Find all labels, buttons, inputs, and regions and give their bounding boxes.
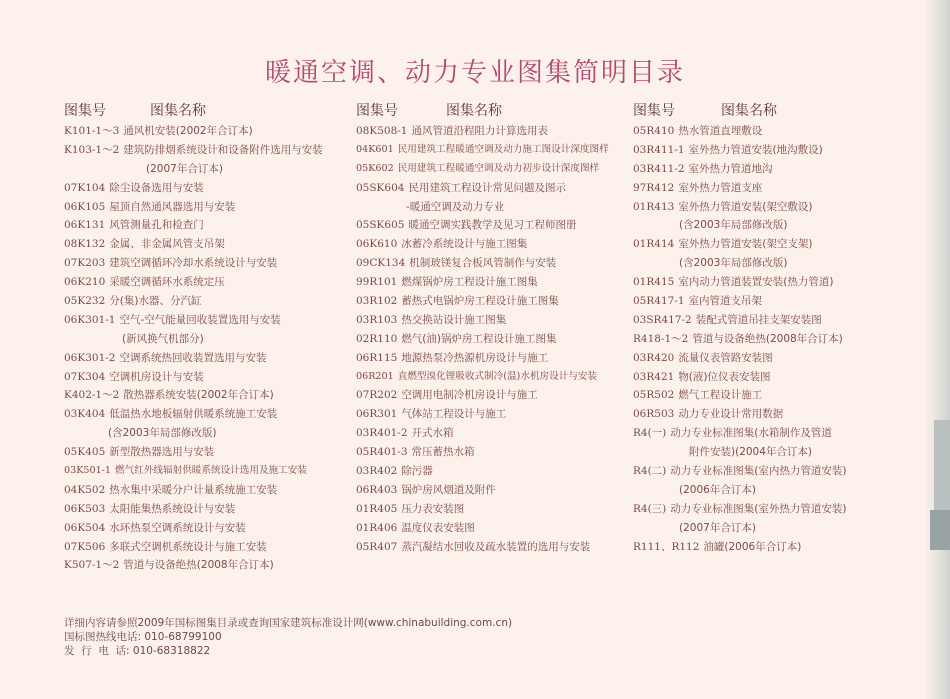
atlas-name: 室外热力管道安装(架空支架) bbox=[678, 238, 813, 251]
catalog-entry-continuation bbox=[64, 160, 364, 179]
atlas-code: 06K301-2 bbox=[64, 351, 116, 364]
catalog-entry bbox=[633, 462, 933, 481]
atlas-code: 03K501-1 bbox=[64, 465, 112, 477]
catalog-entry bbox=[356, 160, 636, 179]
catalog-entry bbox=[633, 500, 933, 519]
atlas-name: 热交换站设计施工图集 bbox=[401, 313, 507, 326]
atlas-code: 05R502 bbox=[633, 389, 675, 402]
atlas-name: (2007年合订本) bbox=[146, 162, 223, 175]
reference-note: 详细内容请参照2009年国标图集目录或查询国家建筑标准设计网(www.chinabuilding.com.cn) bbox=[64, 617, 513, 629]
atlas-code: 07K506 bbox=[64, 540, 106, 553]
atlas-name: 暖通空调实践教学及见习工程师图册 bbox=[408, 219, 577, 232]
column-header bbox=[64, 100, 364, 122]
atlas-code: 06R201 bbox=[356, 370, 394, 382]
atlas-name: 室内动力管道装置安装(热力管道) bbox=[678, 276, 834, 289]
atlas-name: 常压蓄热水箱 bbox=[411, 446, 475, 459]
atlas-name: 屋顶自然通风器选用与安装 bbox=[109, 200, 236, 213]
catalog-entry bbox=[64, 443, 364, 462]
column-header bbox=[356, 100, 636, 122]
catalog-entry-continuation bbox=[64, 330, 364, 349]
atlas-code: 03R402 bbox=[356, 465, 398, 478]
catalog-entry bbox=[64, 254, 364, 273]
catalog-entry bbox=[633, 292, 933, 311]
atlas-code: R111、R112 bbox=[633, 540, 700, 553]
catalog-entry bbox=[356, 424, 636, 443]
atlas-name: (含2003年局部修改版) bbox=[108, 427, 217, 440]
atlas-name: 热水管道直埋敷设 bbox=[678, 125, 763, 137]
atlas-name: 装配式管道吊挂支架安装图 bbox=[695, 313, 822, 326]
atlas-code: 05K232 bbox=[64, 295, 106, 308]
catalog-entry bbox=[633, 273, 933, 292]
catalog-entry bbox=[633, 141, 933, 160]
atlas-name: 室内管道支吊架 bbox=[688, 295, 763, 308]
catalog-entry bbox=[356, 538, 636, 557]
atlas-name: 热水集中采暖分户计量系统施工安装 bbox=[109, 483, 278, 496]
catalog-entry bbox=[356, 405, 636, 424]
atlas-name: 温度仪表安装图 bbox=[401, 521, 475, 534]
page-title: 暖通空调、动力专业图集简明目录 bbox=[264, 58, 685, 88]
atlas-name: 民用建筑工程暖通空调及动力初步设计深度图样 bbox=[397, 162, 600, 174]
atlas-code: 03R411-2 bbox=[633, 162, 685, 175]
catalog-entry-continuation bbox=[633, 481, 933, 500]
atlas-code: 05R410 bbox=[633, 125, 675, 137]
atlas-code: 06K504 bbox=[64, 521, 106, 534]
catalog-entry bbox=[356, 311, 636, 330]
catalog-entry bbox=[356, 254, 636, 273]
atlas-name: 空气-空气能量回收装置选用与安装 bbox=[119, 313, 281, 326]
atlas-code: 05K405 bbox=[64, 446, 106, 459]
atlas-name: 室外热力管道安装(地沟敷设) bbox=[688, 143, 823, 156]
atlas-code: K101-1～3 bbox=[64, 125, 120, 137]
atlas-name: (2007年合订本) bbox=[679, 521, 756, 534]
atlas-name: 开式水箱 bbox=[411, 427, 454, 440]
atlas-code: 03R102 bbox=[356, 295, 398, 308]
atlas-name: 建筑防排烟系统设计和设备附件选用与安装 bbox=[123, 143, 323, 156]
atlas-code: R4(二) bbox=[633, 465, 667, 478]
atlas-code: R418-1～2 bbox=[633, 332, 689, 345]
catalog-entry bbox=[356, 519, 636, 538]
atlas-name: 地源热泵冷热源机房设计与施工 bbox=[401, 351, 549, 364]
atlas-name: (新风换气机部分) bbox=[122, 332, 204, 345]
atlas-code: 07K104 bbox=[64, 181, 106, 194]
atlas-code: 04K502 bbox=[64, 483, 106, 496]
atlas-name: 压力表安装图 bbox=[401, 502, 465, 515]
atlas-name: 分(集)水器、分汽缸 bbox=[109, 295, 202, 308]
atlas-code: 05SK604 bbox=[356, 181, 405, 194]
atlas-name: 动力专业标准图集(室外热力管道安装) bbox=[670, 502, 847, 515]
catalog-entry bbox=[633, 160, 933, 179]
catalog-entry-continuation bbox=[64, 424, 364, 443]
atlas-code: 06K301-1 bbox=[64, 313, 116, 326]
atlas-name: 直燃型溴化锂吸收式制冷(温)水机房设计与安装 bbox=[397, 370, 598, 382]
catalog-entry bbox=[356, 235, 636, 254]
atlas-name: 机制玻镁复合板风管制作与安装 bbox=[409, 257, 557, 270]
catalog-entry bbox=[356, 141, 636, 160]
atlas-name: 采暖空调循环水系统定压 bbox=[109, 276, 225, 289]
atlas-name: 空调系统热回收装置选用与安装 bbox=[119, 351, 267, 364]
catalog-entry bbox=[633, 386, 933, 405]
atlas-code: 03R103 bbox=[356, 313, 398, 326]
catalog-entry-continuation bbox=[633, 216, 933, 235]
atlas-name: 建筑空调循环冷却水系统设计与安装 bbox=[109, 257, 278, 270]
atlas-name: 新型散热器选用与安装 bbox=[109, 446, 215, 459]
catalog-entry bbox=[64, 519, 364, 538]
catalog-entry bbox=[356, 481, 636, 500]
atlas-code: 05R407 bbox=[356, 540, 398, 553]
atlas-code: 03R411-1 bbox=[633, 143, 685, 156]
atlas-code: R4(一) bbox=[633, 427, 667, 440]
catalog-entry bbox=[633, 405, 933, 424]
atlas-code: 03SR417-2 bbox=[633, 313, 692, 326]
name-header: 图集名称 bbox=[721, 103, 777, 119]
atlas-name: 室外热力管道地沟 bbox=[688, 162, 773, 175]
atlas-code: 03R401-2 bbox=[356, 427, 408, 440]
atlas-name: 管道与设备绝热(2008年合订本) bbox=[123, 559, 274, 572]
catalog-entry-continuation bbox=[633, 254, 933, 273]
catalog-entry bbox=[356, 273, 636, 292]
atlas-code: 05R401-3 bbox=[356, 446, 408, 459]
atlas-code: 06K610 bbox=[356, 238, 398, 251]
catalog-entry bbox=[633, 198, 933, 217]
catalog-entry bbox=[64, 349, 364, 368]
catalog-entry bbox=[356, 349, 636, 368]
catalog-entry bbox=[64, 311, 364, 330]
atlas-name: 民用建筑工程暖通空调及动力施工图设计深度图样 bbox=[397, 143, 609, 155]
atlas-code: R4(三) bbox=[633, 502, 667, 515]
catalog-entry-continuation bbox=[633, 443, 933, 462]
catalog-entry bbox=[64, 405, 364, 424]
atlas-name: (含2003年局部修改版) bbox=[679, 257, 788, 270]
atlas-name: 低温热水地板辐射供暖系统施工安装 bbox=[109, 408, 278, 421]
atlas-name: 蓄热式电锅炉房工程设计施工图集 bbox=[401, 295, 559, 308]
atlas-name: -暖通空调及动力专业 bbox=[406, 200, 505, 213]
catalog-entry bbox=[633, 538, 933, 557]
atlas-name: 太阳能集热系统设计与安装 bbox=[109, 502, 236, 515]
catalog-entry bbox=[633, 235, 933, 254]
edge-mark bbox=[934, 420, 950, 510]
column-header bbox=[633, 100, 933, 122]
catalog-entry bbox=[64, 292, 364, 311]
atlas-code: 03K404 bbox=[64, 408, 106, 421]
atlas-name: (2006年合订本) bbox=[679, 483, 756, 496]
atlas-code: 06R503 bbox=[633, 408, 675, 421]
atlas-name: (含2003年局部修改版) bbox=[679, 219, 788, 232]
atlas-code: 08K508-1 bbox=[356, 125, 408, 137]
catalog-entry bbox=[633, 330, 933, 349]
atlas-code: 01R413 bbox=[633, 200, 675, 213]
catalog-entry bbox=[64, 368, 364, 387]
atlas-code: K507-1～2 bbox=[64, 559, 120, 572]
atlas-code: K103-1～2 bbox=[64, 143, 120, 156]
atlas-name: 水环热泵空调系统设计与安装 bbox=[109, 521, 246, 534]
atlas-name: 燃气工程设计施工 bbox=[678, 389, 763, 402]
catalog-entry bbox=[64, 538, 364, 557]
catalog-entry bbox=[633, 179, 933, 198]
catalog-entry bbox=[64, 122, 364, 141]
atlas-code: 03R420 bbox=[633, 351, 675, 364]
atlas-name: 室外热力管道安装(架空敷设) bbox=[678, 200, 813, 213]
catalog-entry bbox=[356, 386, 636, 405]
atlas-code: 06K105 bbox=[64, 200, 106, 213]
atlas-code: 08K132 bbox=[64, 238, 106, 251]
atlas-name: 金属、非金属风管支吊架 bbox=[109, 238, 225, 251]
atlas-name: 动力专业标准图集(水箱制作及管道 bbox=[670, 427, 832, 440]
atlas-name: 室外热力管道支座 bbox=[678, 181, 763, 194]
atlas-code: 01R415 bbox=[633, 276, 675, 289]
catalog-column-1 bbox=[64, 100, 364, 575]
catalog-entry bbox=[64, 481, 364, 500]
atlas-code: 04K601 bbox=[356, 143, 394, 155]
atlas-code: 05R417-1 bbox=[633, 295, 685, 308]
catalog-entry bbox=[633, 424, 933, 443]
catalog-entry bbox=[356, 292, 636, 311]
atlas-code: 01R405 bbox=[356, 502, 398, 515]
catalog-entry-continuation bbox=[633, 519, 933, 538]
atlas-code: 07R202 bbox=[356, 389, 398, 402]
atlas-code: 05K602 bbox=[356, 162, 394, 174]
catalog-entry bbox=[356, 462, 636, 481]
catalog-entry bbox=[64, 179, 364, 198]
atlas-code: 07K304 bbox=[64, 370, 106, 383]
name-header: 图集名称 bbox=[446, 103, 502, 119]
catalog-entry bbox=[64, 198, 364, 217]
catalog-entry bbox=[356, 179, 636, 198]
catalog-entry bbox=[64, 556, 364, 575]
atlas-code: 09CK134 bbox=[356, 257, 406, 270]
name-header: 图集名称 bbox=[150, 103, 206, 119]
atlas-code: 99R101 bbox=[356, 276, 398, 289]
atlas-name: 除尘设备选用与安装 bbox=[109, 181, 204, 194]
catalog-entry bbox=[633, 368, 933, 387]
hotline-phone: 国标图热线电话: 010-68799100 bbox=[64, 631, 222, 643]
atlas-code: 03R421 bbox=[633, 370, 675, 383]
page-edge-shadow bbox=[924, 0, 950, 699]
atlas-code: 97R412 bbox=[633, 181, 675, 194]
catalog-entry bbox=[633, 122, 933, 141]
catalog-entry bbox=[64, 462, 364, 481]
edge-mark bbox=[930, 510, 950, 550]
atlas-code: 06R115 bbox=[356, 351, 398, 364]
atlas-code: 05SK605 bbox=[356, 219, 405, 232]
catalog-entry bbox=[633, 349, 933, 368]
code-header: 图集号 bbox=[356, 103, 398, 119]
distribution-phone: 发 行 电 话: 010-68318822 bbox=[64, 645, 211, 657]
code-header: 图集号 bbox=[64, 103, 106, 119]
atlas-name: 民用建筑工程设计常见问题及图示 bbox=[408, 181, 566, 194]
atlas-name: 除污器 bbox=[401, 465, 433, 478]
atlas-name: 燃气(油)锅炉房工程设计施工图集 bbox=[401, 332, 557, 345]
catalog-entry bbox=[356, 500, 636, 519]
atlas-name: 风管测量孔和检查门 bbox=[109, 219, 204, 232]
catalog-entry bbox=[356, 122, 636, 141]
catalog-entry-continuation bbox=[356, 198, 636, 217]
catalog-entry bbox=[356, 216, 636, 235]
atlas-name: 流量仪表管路安装图 bbox=[678, 351, 773, 364]
atlas-name: 动力专业设计常用数据 bbox=[678, 408, 784, 421]
atlas-name: 通风机安装(2002年合订本) bbox=[123, 125, 253, 137]
atlas-code: 02R110 bbox=[356, 332, 398, 345]
atlas-code: 06K210 bbox=[64, 276, 106, 289]
atlas-name: 附件安装)(2004年合订本) bbox=[689, 446, 813, 459]
atlas-name: 动力专业标准图集(室内热力管道安装) bbox=[670, 465, 847, 478]
atlas-name: 蒸汽凝结水回收及疏水装置的选用与安装 bbox=[401, 540, 591, 553]
atlas-code: 07K203 bbox=[64, 257, 106, 270]
atlas-name: 燃煤锅炉房工程设计施工图集 bbox=[401, 276, 538, 289]
atlas-name: 气体站工程设计与施工 bbox=[401, 408, 507, 421]
catalog-entry bbox=[633, 311, 933, 330]
atlas-code: 06K503 bbox=[64, 502, 106, 515]
catalog-entry bbox=[356, 443, 636, 462]
catalog-entry bbox=[356, 368, 636, 387]
code-header: 图集号 bbox=[633, 103, 675, 119]
footer-info bbox=[64, 616, 512, 658]
catalog-entry bbox=[64, 273, 364, 292]
catalog-column-3 bbox=[633, 100, 933, 556]
atlas-name: 空调用电制冷机房设计与施工 bbox=[401, 389, 538, 402]
catalog-column-2 bbox=[356, 100, 636, 556]
atlas-code: K402-1～2 bbox=[64, 389, 120, 402]
catalog-entry bbox=[64, 386, 364, 405]
catalog-entry bbox=[64, 141, 364, 160]
catalog-entry bbox=[64, 500, 364, 519]
atlas-name: 多联式空调机系统设计与施工安装 bbox=[109, 540, 267, 553]
atlas-code: 01R406 bbox=[356, 521, 398, 534]
atlas-name: 物(液)位仪表安装图 bbox=[678, 370, 771, 383]
catalog-entry bbox=[356, 330, 636, 349]
atlas-name: 散热器系统安装(2002年合订本) bbox=[123, 389, 274, 402]
atlas-name: 空调机房设计与安装 bbox=[109, 370, 204, 383]
atlas-name: 通风管道沿程阻力计算选用表 bbox=[411, 125, 548, 137]
catalog-entry bbox=[64, 216, 364, 235]
atlas-code: 01R414 bbox=[633, 238, 675, 251]
atlas-name: 管道与设备绝热(2008年合订本) bbox=[692, 332, 843, 345]
atlas-name: 锅炉房风烟道及附件 bbox=[401, 483, 496, 496]
atlas-code: 06R301 bbox=[356, 408, 398, 421]
atlas-name: 油罐(2006年合订本) bbox=[703, 540, 802, 553]
catalog-entry bbox=[64, 235, 364, 254]
atlas-name: 冰蓄冷系统设计与施工图集 bbox=[401, 238, 528, 251]
atlas-code: 06R403 bbox=[356, 483, 398, 496]
atlas-name: 燃气红外线辐射供暖系统设计选用及施工安装 bbox=[115, 465, 307, 477]
atlas-code: 06K131 bbox=[64, 219, 106, 232]
